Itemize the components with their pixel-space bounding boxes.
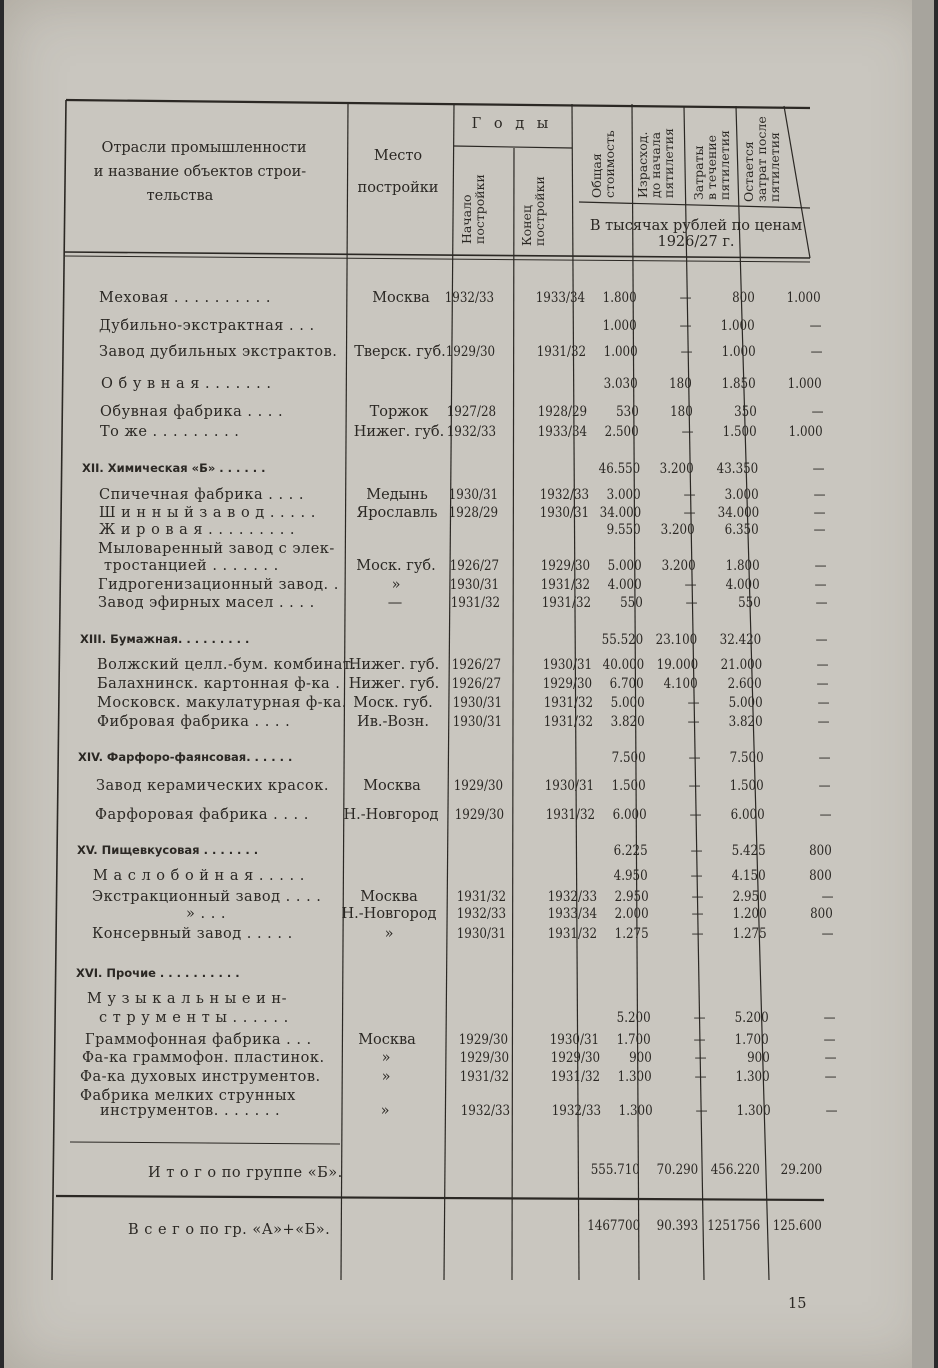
row-spent-before: 3.200 bbox=[659, 461, 694, 477]
row-name: Гидрогенизационный завод. . bbox=[98, 577, 339, 593]
header-branch-line-2: и название объектов строи- bbox=[93, 164, 307, 180]
row-spent-before: — bbox=[693, 1010, 705, 1026]
row-name: Ш и н н ы й з а в о д . . . . . bbox=[99, 505, 316, 521]
row-place: » bbox=[391, 577, 401, 593]
row-remaining: — bbox=[818, 778, 830, 794]
section-heading: XIII. Бумажная. . . . . . . . . bbox=[80, 632, 250, 646]
row-spent-during: 1.850 bbox=[721, 376, 756, 392]
row-remaining: 1.000 bbox=[788, 424, 823, 440]
row-remaining: — bbox=[815, 595, 827, 611]
row-spent-during: 1.000 bbox=[720, 318, 755, 334]
row-spent-before: 180 bbox=[669, 376, 692, 392]
header-spent-during: Затраты в течение пятилетия bbox=[691, 130, 732, 200]
row-total-cost: 46.550 bbox=[598, 461, 640, 477]
row-place: » bbox=[380, 1103, 390, 1119]
row-remaining: — bbox=[810, 344, 822, 360]
book-page bbox=[4, 0, 934, 1368]
row-total-cost: 900 bbox=[629, 1050, 652, 1066]
col-rule-8 bbox=[784, 106, 810, 258]
row-spent-before: — bbox=[684, 577, 696, 593]
row-remaining: 1.000 bbox=[787, 376, 822, 392]
header-units-line-1: В тысячах рублей по ценам bbox=[589, 218, 803, 234]
row-place: Тверск. губ. bbox=[354, 344, 446, 360]
row-year-start: 1929/30 bbox=[453, 778, 503, 794]
total-group-b-before: 70.290 bbox=[656, 1162, 698, 1178]
row-name: Консервный завод . . . . . bbox=[92, 926, 293, 942]
row-name: Ж и р о в а я . . . . . . . . . bbox=[99, 522, 296, 538]
row-spent-during: 5.425 bbox=[731, 843, 766, 859]
row-spent-before: — bbox=[689, 807, 701, 823]
row-year-end: 1931/32 bbox=[547, 926, 597, 942]
row-spent-before: — bbox=[691, 889, 703, 905]
row-year-start: 1927/28 bbox=[446, 404, 496, 420]
total-all-before: 90.393 bbox=[656, 1218, 698, 1234]
row-remaining: — bbox=[821, 889, 833, 905]
col-rule-2 bbox=[444, 104, 454, 1280]
row-spent-before: — bbox=[688, 778, 700, 794]
row-name: Завод эфирных масел . . . . bbox=[98, 595, 315, 611]
row-name: Балахнинск. картонная ф-ка . bbox=[97, 676, 341, 692]
row-spent-during: 1.000 bbox=[721, 344, 756, 360]
row-year-start: 1931/32 bbox=[459, 1069, 509, 1085]
total-group-b-total: 555.710 bbox=[590, 1162, 640, 1178]
row-name: » . . . bbox=[186, 906, 227, 922]
total-all-label: В с е г о по гр. «А»+«Б». bbox=[128, 1222, 331, 1238]
row-total-cost: 4.950 bbox=[613, 868, 648, 884]
row-year-end: 1929/30 bbox=[542, 676, 592, 692]
row-name: М у з ы к а л ь н ы е и н- bbox=[87, 991, 287, 1007]
row-remaining: — bbox=[816, 676, 828, 692]
row-place: Ив.-Возн. bbox=[357, 714, 429, 730]
row-year-end: 1931/32 bbox=[536, 344, 586, 360]
row-remaining: — bbox=[825, 1103, 837, 1119]
row-year-start: 1929/30 bbox=[459, 1050, 509, 1066]
row-year-start: 1932/33 bbox=[456, 906, 506, 922]
row-spent-before: — bbox=[691, 906, 703, 922]
header-units-line-2: 1926/27 г. bbox=[657, 234, 735, 250]
row-spent-during: 800 bbox=[732, 290, 755, 306]
row-spent-during: 3.820 bbox=[728, 714, 763, 730]
row-spent-before: — bbox=[680, 344, 692, 360]
units-overline bbox=[579, 202, 810, 208]
table-top-rule bbox=[66, 100, 810, 108]
row-spent-during: 2.950 bbox=[732, 889, 767, 905]
row-remaining: 800 bbox=[809, 843, 832, 859]
row-year-start: 1932/33 bbox=[446, 424, 496, 440]
row-spent-before: — bbox=[690, 843, 702, 859]
row-place: » bbox=[384, 926, 394, 942]
row-spent-before: 23.100 bbox=[655, 632, 697, 648]
row-name: То же . . . . . . . . . bbox=[100, 424, 240, 440]
row-year-end: 1932/33 bbox=[551, 1103, 601, 1119]
row-year-end: 1929/30 bbox=[550, 1050, 600, 1066]
row-remaining: — bbox=[813, 522, 825, 538]
row-year-start: 1932/33 bbox=[444, 290, 494, 306]
vsego-rule bbox=[56, 1196, 824, 1200]
row-total-cost: 3.030 bbox=[603, 376, 638, 392]
row-total-cost: 2.950 bbox=[614, 889, 649, 905]
row-year-end: 1928/29 bbox=[537, 404, 587, 420]
row-total-cost: 5.000 bbox=[607, 558, 642, 574]
row-spent-before: — bbox=[683, 487, 695, 503]
row-place: Нижег. губ. bbox=[348, 657, 440, 673]
row-name: инструментов. . . . . . . bbox=[100, 1103, 281, 1119]
row-total-cost: 530 bbox=[616, 404, 639, 420]
row-spent-during: 5.200 bbox=[734, 1010, 769, 1026]
row-name: Обувная фабрика . . . . bbox=[100, 404, 284, 420]
row-place: Ярославль bbox=[356, 505, 438, 521]
row-name: Волжский целл.-бум. комбинат. bbox=[97, 657, 357, 673]
row-place: — bbox=[387, 595, 403, 611]
row-remaining: — bbox=[817, 695, 829, 711]
row-remaining: — bbox=[815, 632, 827, 648]
header-years: Г о д ы bbox=[471, 116, 553, 132]
row-place: » bbox=[381, 1069, 391, 1085]
row-name: Завод керамических красок. bbox=[96, 778, 329, 794]
row-remaining: — bbox=[812, 461, 824, 477]
row-year-start: 1929/30 bbox=[458, 1032, 508, 1048]
row-year-start: 1931/32 bbox=[450, 595, 500, 611]
header-branch-line-3: тельства bbox=[146, 188, 214, 204]
row-place: Моск. губ. bbox=[353, 695, 433, 711]
row-total-cost: 1.300 bbox=[617, 1069, 652, 1085]
table-left-rule bbox=[52, 100, 66, 1280]
row-year-start: 1932/33 bbox=[460, 1103, 510, 1119]
row-year-end: 1931/32 bbox=[540, 577, 590, 593]
header-branch-line-1: Отрасли промышленности bbox=[101, 140, 307, 156]
row-spent-before: — bbox=[687, 695, 699, 711]
row-remaining: — bbox=[813, 487, 825, 503]
row-spent-during: 900 bbox=[747, 1050, 770, 1066]
header-place-line-2: постройки bbox=[357, 180, 439, 196]
row-place: » bbox=[381, 1050, 391, 1066]
row-total-cost: 3.000 bbox=[606, 487, 641, 503]
col-rule-3 bbox=[512, 148, 514, 1280]
row-remaining: — bbox=[824, 1050, 836, 1066]
row-year-end: 1930/31 bbox=[539, 505, 589, 521]
row-spent-during: 3.000 bbox=[724, 487, 759, 503]
row-name: Дубильно-экстрактная . . . bbox=[99, 318, 315, 334]
row-spent-during: 1.275 bbox=[732, 926, 767, 942]
row-year-start: 1926/27 bbox=[451, 676, 501, 692]
row-spent-before: — bbox=[690, 868, 702, 884]
row-year-start: 1930/31 bbox=[452, 714, 502, 730]
row-name: Фа-ка граммофон. пластинок. bbox=[82, 1050, 325, 1066]
row-total-cost: 5.200 bbox=[616, 1010, 651, 1026]
row-name: Фа-ка духовых инструментов. bbox=[80, 1069, 321, 1085]
row-year-end: 1931/32 bbox=[543, 714, 593, 730]
col-rule-1 bbox=[341, 104, 348, 1280]
row-spent-during: 1.700 bbox=[734, 1032, 769, 1048]
total-all-total: 1467700 bbox=[587, 1218, 640, 1234]
row-remaining: 800 bbox=[810, 906, 833, 922]
row-spent-before: — bbox=[693, 1032, 705, 1048]
row-spent-before: — bbox=[679, 290, 691, 306]
row-spent-during: 5.000 bbox=[728, 695, 763, 711]
row-place: Моск. губ. bbox=[356, 558, 436, 574]
row-total-cost: 3.820 bbox=[610, 714, 645, 730]
row-name: тростанцией . . . . . . . bbox=[104, 558, 279, 574]
row-place: Москва bbox=[358, 1032, 416, 1048]
row-place: Н.-Новгород bbox=[341, 906, 437, 922]
years-underline bbox=[454, 146, 572, 148]
row-spent-before: 4.100 bbox=[663, 676, 698, 692]
row-total-cost: 550 bbox=[620, 595, 643, 611]
row-spent-during: 4.150 bbox=[731, 868, 766, 884]
row-spent-before: 3.200 bbox=[660, 522, 695, 538]
row-year-start: 1931/32 bbox=[456, 889, 506, 905]
row-spent-during: 6.000 bbox=[730, 807, 765, 823]
row-name: Завод дубильных экстрактов. bbox=[99, 344, 338, 360]
row-spent-before: 180 bbox=[670, 404, 693, 420]
row-total-cost: 34.000 bbox=[599, 505, 641, 521]
row-total-cost: 1.000 bbox=[603, 344, 638, 360]
total-group-b-after: 29.200 bbox=[780, 1162, 822, 1178]
row-place: Медынь bbox=[366, 487, 428, 503]
row-spent-during: 1.300 bbox=[736, 1103, 771, 1119]
row-place: Нижег. губ. bbox=[353, 424, 445, 440]
row-year-end: 1933/34 bbox=[547, 906, 597, 922]
row-total-cost: 1.500 bbox=[611, 778, 646, 794]
row-total-cost: 1.300 bbox=[618, 1103, 653, 1119]
row-place: Москва bbox=[372, 290, 430, 306]
row-spent-during: 21.000 bbox=[720, 657, 762, 673]
row-spent-before: — bbox=[695, 1103, 707, 1119]
row-total-cost: 40.000 bbox=[602, 657, 644, 673]
row-year-end: 1929/30 bbox=[540, 558, 590, 574]
row-name: Фибровая фабрика . . . . bbox=[97, 714, 291, 730]
row-remaining: — bbox=[823, 1010, 835, 1026]
row-year-end: 1930/31 bbox=[549, 1032, 599, 1048]
row-year-end: 1931/32 bbox=[545, 807, 595, 823]
row-spent-before: — bbox=[688, 750, 700, 766]
row-remaining: — bbox=[817, 714, 829, 730]
row-spent-during: 6.350 bbox=[724, 522, 759, 538]
row-year-start: 1928/29 bbox=[448, 505, 498, 521]
row-total-cost: 9.550 bbox=[606, 522, 641, 538]
row-year-start: 1929/30 bbox=[445, 344, 495, 360]
row-total-cost: 1.800 bbox=[602, 290, 637, 306]
row-name: М а с л о б о й н а я . . . . . bbox=[93, 868, 305, 884]
row-spent-during: 34.000 bbox=[717, 505, 759, 521]
row-year-start: 1930/31 bbox=[456, 926, 506, 942]
row-spent-during: 1.500 bbox=[729, 778, 764, 794]
row-remaining: 1.000 bbox=[786, 290, 821, 306]
row-name: Спичечная фабрика . . . . bbox=[99, 487, 304, 503]
row-name: Граммофонная фабрика . . . bbox=[85, 1032, 312, 1048]
section-heading: XIV. Фарфоро-фаянсовая. . . . . . bbox=[78, 750, 293, 764]
row-total-cost: 2.000 bbox=[614, 906, 649, 922]
row-spent-before: 3.200 bbox=[661, 558, 696, 574]
header-remaining: Остается затрат после пятилетия bbox=[741, 116, 782, 202]
row-spent-during: 7.500 bbox=[729, 750, 764, 766]
row-year-end: 1931/32 bbox=[550, 1069, 600, 1085]
row-name: О б у в н а я . . . . . . . bbox=[101, 376, 272, 392]
row-remaining: — bbox=[818, 750, 830, 766]
row-remaining: — bbox=[824, 1069, 836, 1085]
row-year-start: 1926/27 bbox=[451, 657, 501, 673]
row-total-cost: 6.225 bbox=[613, 843, 648, 859]
row-place: Н.-Новгород bbox=[343, 807, 439, 823]
row-year-end: 1931/32 bbox=[543, 695, 593, 711]
row-year-end: 1932/33 bbox=[539, 487, 589, 503]
row-name: Экстракционный завод . . . . bbox=[92, 889, 322, 905]
header-spent-before: Израсход. до начала пятилетия bbox=[635, 128, 676, 198]
row-remaining: — bbox=[811, 404, 823, 420]
row-year-start: 1930/31 bbox=[449, 577, 499, 593]
row-spent-during: 2.600 bbox=[727, 676, 762, 692]
row-remaining: — bbox=[819, 807, 831, 823]
row-spent-during: 32.420 bbox=[719, 632, 761, 648]
total-group-b-during: 456.220 bbox=[710, 1162, 760, 1178]
row-year-start: 1930/31 bbox=[448, 487, 498, 503]
row-remaining: 800 bbox=[809, 868, 832, 884]
row-remaining: — bbox=[814, 558, 826, 574]
row-remaining: — bbox=[823, 1032, 835, 1048]
row-total-cost: 1.000 bbox=[602, 318, 637, 334]
row-spent-before: — bbox=[694, 1069, 706, 1085]
row-total-cost: 6.000 bbox=[612, 807, 647, 823]
row-spent-before: — bbox=[691, 926, 703, 942]
row-spent-during: 1.800 bbox=[725, 558, 760, 574]
row-remaining: — bbox=[813, 505, 825, 521]
row-total-cost: 1.275 bbox=[614, 926, 649, 942]
row-year-end: 1930/31 bbox=[542, 657, 592, 673]
row-spent-before: — bbox=[685, 595, 697, 611]
row-remaining: — bbox=[821, 926, 833, 942]
row-spent-during: 43.350 bbox=[716, 461, 758, 477]
row-name: Меховая . . . . . . . . . . bbox=[99, 290, 271, 306]
row-spent-during: 1.500 bbox=[722, 424, 757, 440]
row-total-cost: 4.000 bbox=[607, 577, 642, 593]
row-place: Москва bbox=[363, 778, 421, 794]
row-total-cost: 5.000 bbox=[610, 695, 645, 711]
row-spent-before: — bbox=[679, 318, 691, 334]
row-spent-before: — bbox=[681, 424, 693, 440]
row-total-cost: 1.700 bbox=[616, 1032, 651, 1048]
header-place-line-1: Место bbox=[373, 148, 423, 164]
row-spent-during: 550 bbox=[738, 595, 761, 611]
row-spent-during: 350 bbox=[734, 404, 757, 420]
row-year-start: 1926/27 bbox=[449, 558, 499, 574]
page-number: 15 bbox=[788, 1296, 807, 1312]
row-year-end: 1932/33 bbox=[547, 889, 597, 905]
row-year-end: 1931/32 bbox=[541, 595, 591, 611]
section-heading: XII. Химическая «Б» . . . . . . bbox=[82, 461, 266, 475]
row-spent-during: 1.300 bbox=[735, 1069, 770, 1085]
row-spent-before: — bbox=[694, 1050, 706, 1066]
row-remaining: — bbox=[814, 577, 826, 593]
row-total-cost: 55.520 bbox=[601, 632, 643, 648]
header-total-cost: Общая стоимость bbox=[589, 130, 617, 198]
header-year-start: Начало постройки bbox=[459, 174, 487, 244]
section-heading: XV. Пищевкусовая . . . . . . . bbox=[77, 843, 259, 857]
row-year-start: 1929/30 bbox=[454, 807, 504, 823]
row-name: Московск. макулатурная ф-ка. bbox=[97, 695, 347, 711]
header-year-end: Конец постройки bbox=[519, 176, 547, 246]
row-year-end: 1933/34 bbox=[535, 290, 585, 306]
row-spent-before: — bbox=[687, 714, 699, 730]
total-group-b-label: И т о г о по группе «Б». bbox=[148, 1165, 343, 1181]
row-spent-during: 4.000 bbox=[725, 577, 760, 593]
row-name: Мыловаренный завод с элек- bbox=[98, 541, 335, 557]
section-heading: XVI. Прочие . . . . . . . . . . bbox=[76, 966, 240, 980]
row-place: Торжок bbox=[369, 404, 429, 420]
row-spent-before: — bbox=[683, 505, 695, 521]
row-spent-before: 19.000 bbox=[656, 657, 698, 673]
row-name: с т р у м е н т ы . . . . . . bbox=[99, 1010, 289, 1026]
itogo-rule bbox=[70, 1142, 340, 1144]
row-remaining: — bbox=[816, 657, 828, 673]
row-spent-during: 1.200 bbox=[732, 906, 767, 922]
row-year-end: 1933/34 bbox=[537, 424, 587, 440]
row-place: Нижег. губ. bbox=[348, 676, 440, 692]
row-remaining: — bbox=[809, 318, 821, 334]
total-all-after: 125.600 bbox=[772, 1218, 822, 1234]
row-year-end: 1930/31 bbox=[544, 778, 594, 794]
total-all-during: 1251756 bbox=[707, 1218, 760, 1234]
row-total-cost: 2.500 bbox=[604, 424, 639, 440]
row-place: Москва bbox=[360, 889, 418, 905]
row-total-cost: 6.700 bbox=[609, 676, 644, 692]
row-name: Фабрика мелких струнных bbox=[80, 1088, 296, 1104]
row-year-start: 1930/31 bbox=[452, 695, 502, 711]
row-total-cost: 7.500 bbox=[611, 750, 646, 766]
row-name: Фарфоровая фабрика . . . . bbox=[95, 807, 309, 823]
